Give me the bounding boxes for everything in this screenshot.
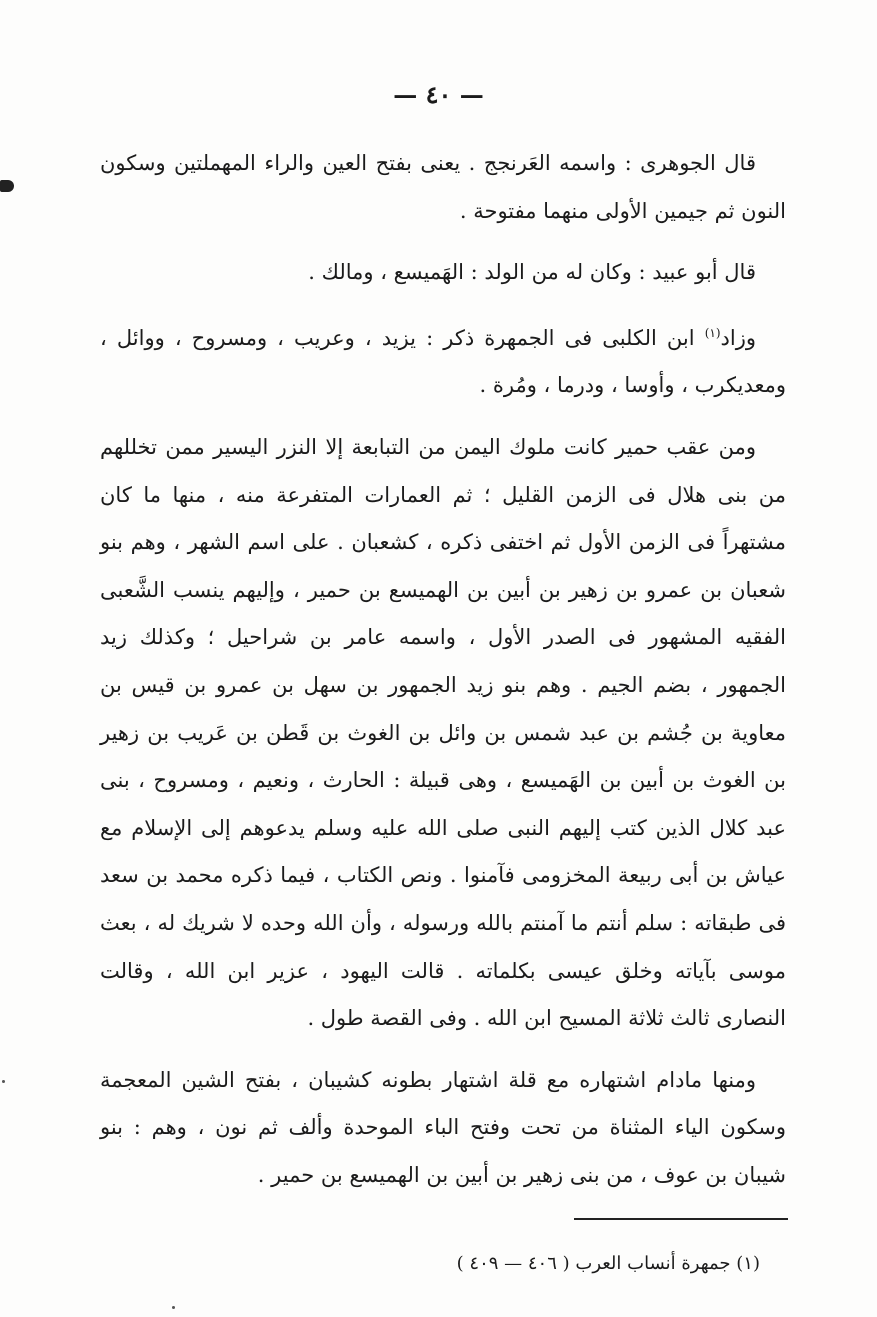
paragraph-2: قال أبو عبيد : وكان له من الولد : الهَميسع ، ومالك .: [308, 260, 756, 285]
paragraph-5: ومنها مادام اشتهاره مع قلة اشتهار بطونه كشيبان ، بفتح الشين المعجمة وسكون الياء المثناة من تحت وفتح الباء الموحدة وألف ثم نون ، وهم : بنو شيبان بن عوف ، من بنى زهير بن أبين بن الهميسع بن حمير .: [100, 1067, 786, 1187]
page-number: — ٤٠ —: [393, 80, 484, 109]
footnote-marker: (١): [704, 325, 721, 340]
footnote-divider: [574, 1218, 788, 1220]
footnote: (١) جمهرة أنساب العرب ( ٤٠٦ — ٤٠٩ ): [456, 1253, 760, 1274]
paper-speck: [172, 1306, 175, 1309]
body-text: [100, 140, 786, 1199]
paragraph-1: قال الجوهرى : واسمه العَرنجج . يعنى بفتح العين والراء المهملتين وسكون النون ثم جيمين الأولى منهما مفتوحة .: [100, 151, 786, 223]
paper-speck: [2, 1080, 5, 1083]
paragraph-4: ومن عقب حمير كانت ملوك اليمن من التبابعة إلا النزر اليسير ممن تخللهم من بنى هلال فى الزمن القليل ؛ ثم العمارات المتفرعة منه ، منها ما كان مشتهراً فى الزمن الأول ثم اختفى ذكره ، كشعبان . على اسم الشهر ، وهم بنو شعبان بن عمرو بن زهير بن أبين بن الهميسع بن حمير ، وإليهم ينسب الشَّعبى الفقيه المشهور فى الصدر الأول ، واسمه عامر بن شراحيل ؛ وكذلك زيد الجمهور ، بضم الجيم . وهم بنو زيد الجمهور بن سهل بن عمرو بن قيس بن معاوية بن جُشم بن عبد شمس بن وائل بن الغوث بن قَطن بن عَريب بن زهير بن الغوث بن أبين بن الهَميسع ، وهى قبيلة : الحارث ، ونعيم ، ومسروح ، بنى عبد كلال الذين كتب إليهم النبى صلى الله عليه وسلم يدعوهم إلى الإسلام مع عياش بن أبى ربيعة المخزومى فآمنوا . ونص الكتاب ، فيما ذكره محمد بن سعد فى طبقاته : سلم أنتم ما آمنتم بالله ورسوله ، وأن الله وحده لا شريك له ، بعث موسى بآياته وخلق عيسى بكلماته . قالت اليهود ، عزير ابن الله ، وقالت النصارى ثالث ثلاثة المسيح ابن الله . وفى القصة طول .: [100, 434, 786, 1031]
paragraph-3-prefix: وزاد: [720, 325, 756, 350]
paragraph-3: [100, 315, 786, 410]
paragraph-3-text: ابن الكلبى فى الجمهرة ذكر : يزيد ، وعريب ، ومسروح ، ووائل ، ومعديكرب ، وأوسا ، ودرما ، ومُرة .: [100, 325, 786, 398]
margin-ink-mark: [0, 180, 14, 192]
